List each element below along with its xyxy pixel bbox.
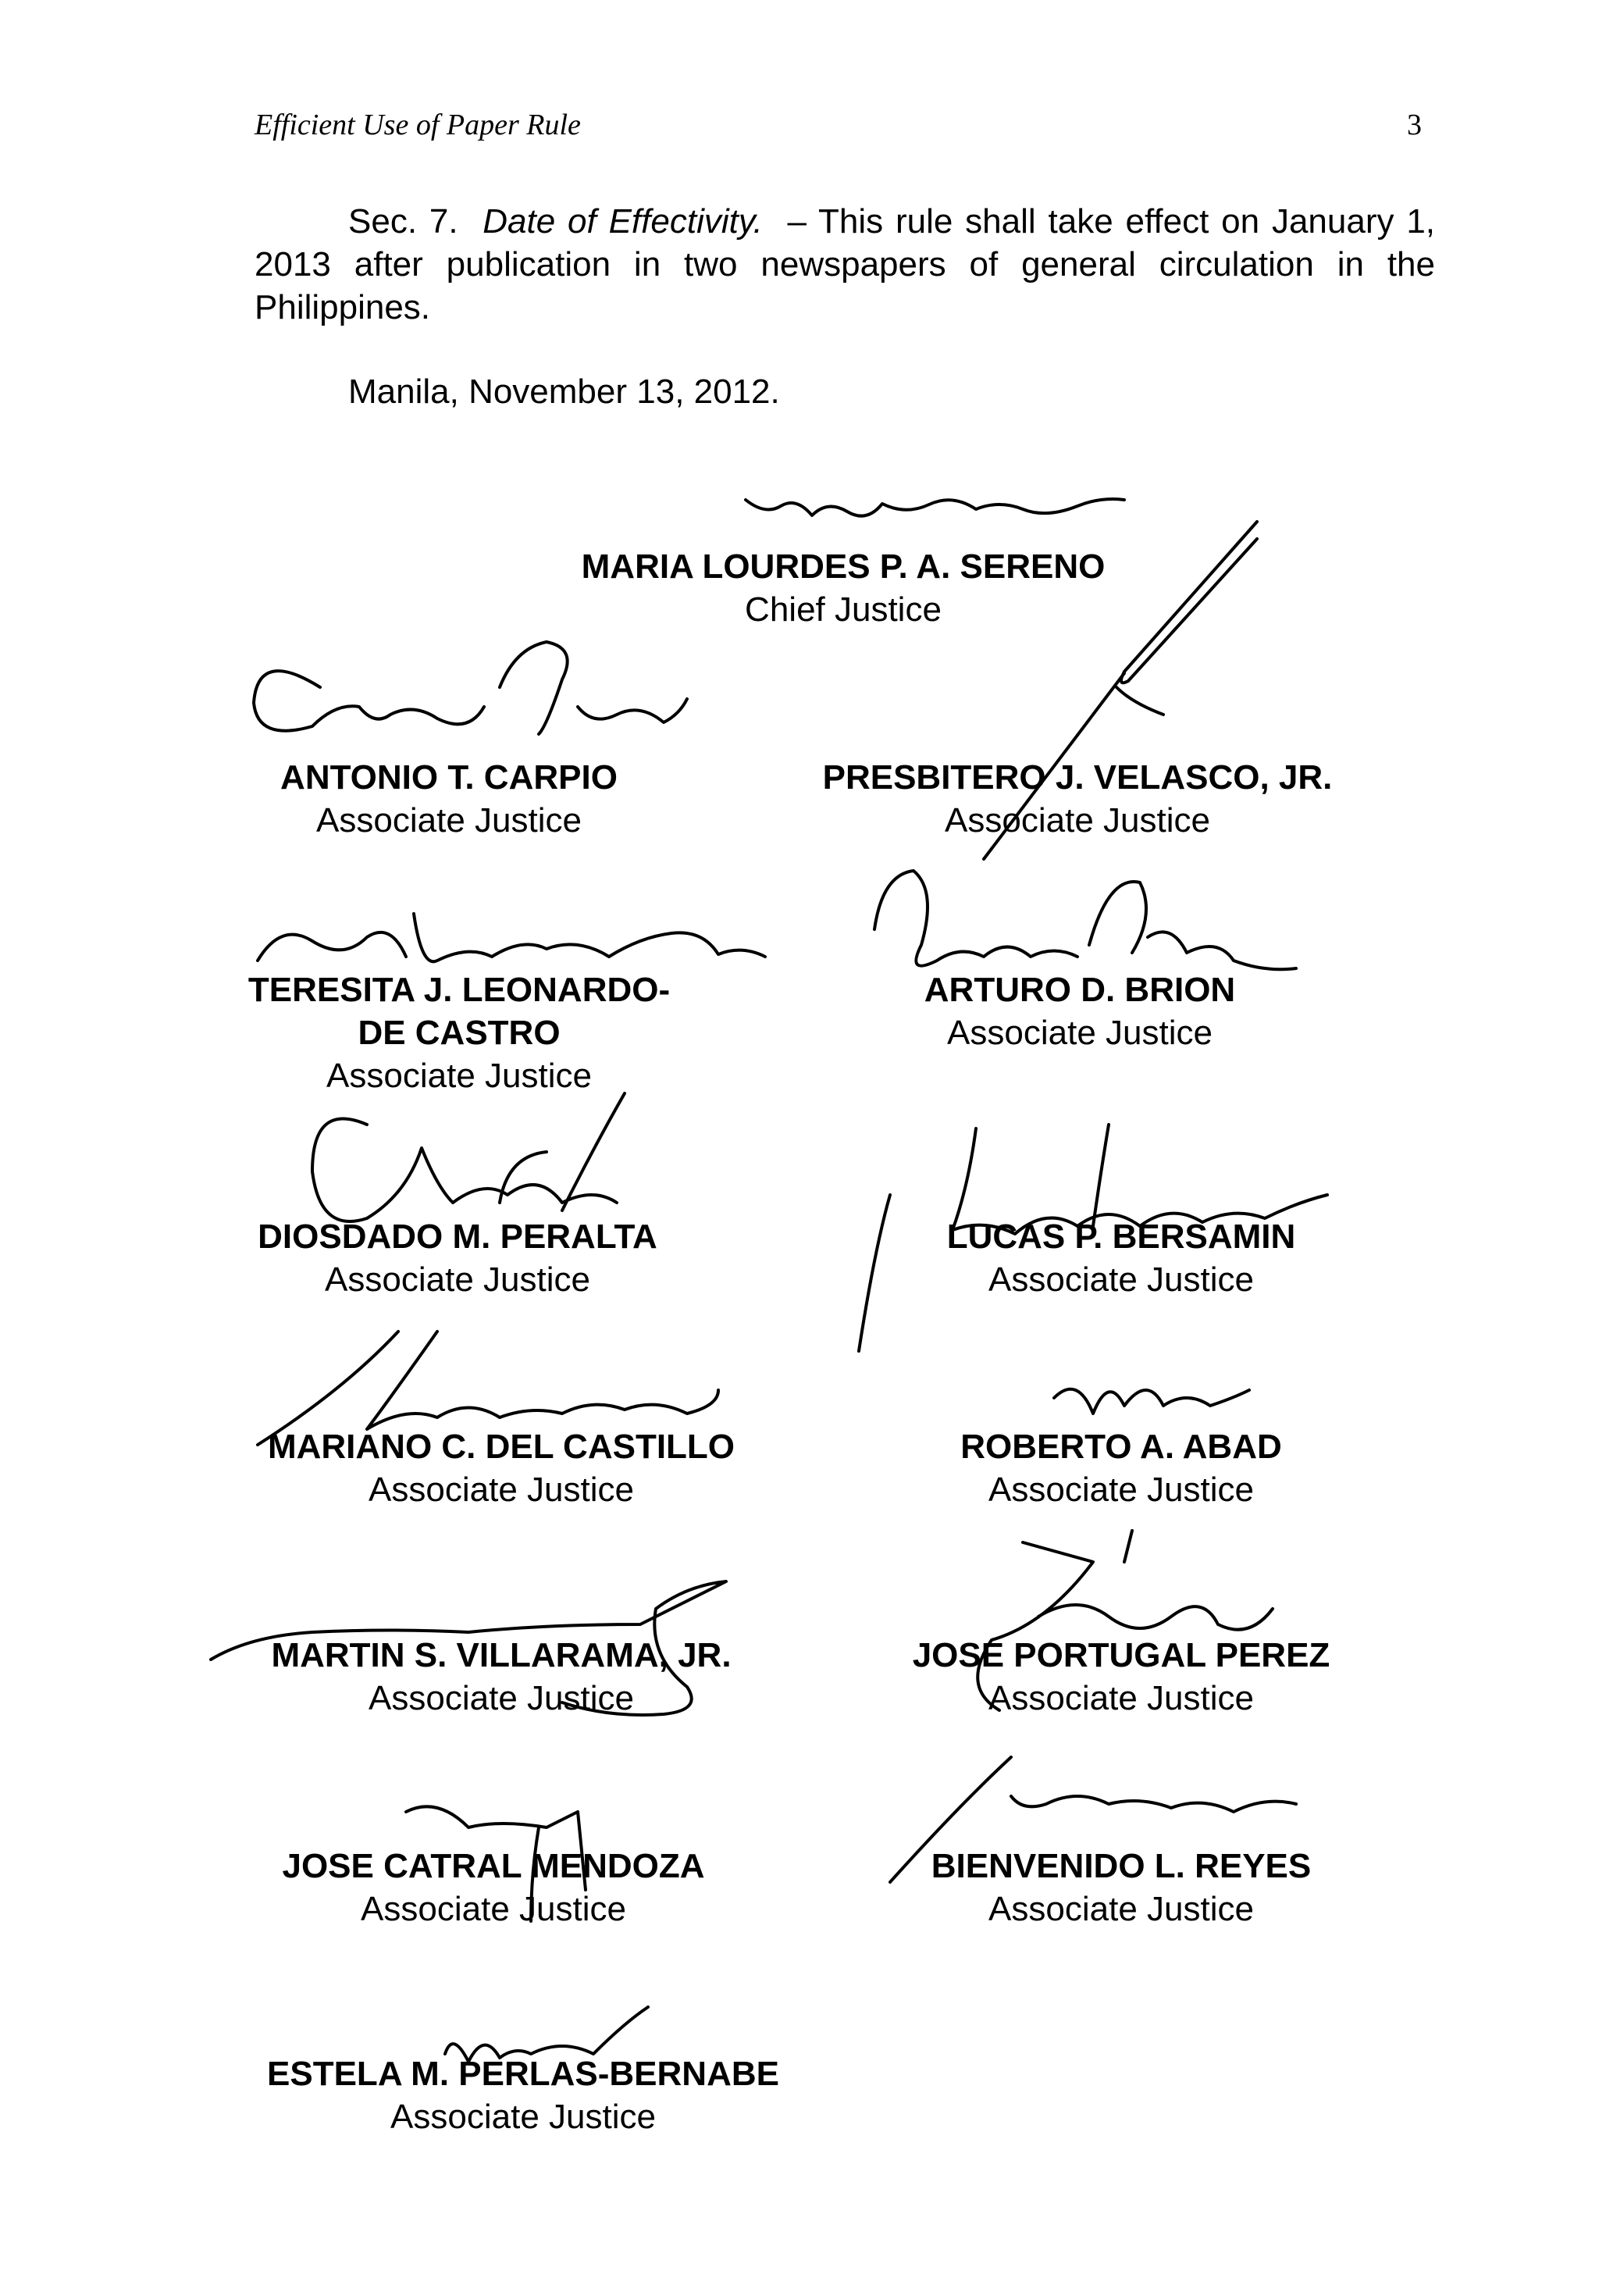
signatory-title: Associate Justice <box>988 1260 1254 1299</box>
running-header-title: Efficient Use of Paper Rule <box>255 109 581 141</box>
signatory-name: BIENVENIDO L. REYES <box>931 1847 1312 1885</box>
page-number: 3 <box>1407 109 1422 141</box>
signatory-velasco <box>796 756 1359 842</box>
signature-brion <box>874 871 1296 969</box>
signatory-abad <box>887 1425 1355 1511</box>
signatory-mendoza <box>220 1845 767 1931</box>
signatory-carpio <box>215 756 683 842</box>
signatory-title: Associate Justice <box>390 2098 656 2136</box>
signatory-name: DIOSDADO M. PERALTA <box>258 1218 657 1256</box>
signatory-title: Associate Justice <box>369 1471 634 1509</box>
signature-carpio <box>254 642 687 734</box>
signatory-name-line-1: TERESITA J. LEONARDO- <box>248 971 671 1009</box>
signatory-name: ESTELA M. PERLAS-BERNABE <box>267 2055 779 2093</box>
signatory-title: Associate Justice <box>945 801 1210 840</box>
signatory-chief-justice <box>531 545 1156 631</box>
signatory-name: MARIA LOURDES P. A. SERENO <box>581 547 1106 586</box>
signature-leonardo-de-castro <box>258 914 765 961</box>
signatory-name: ROBERTO A. ABAD <box>960 1428 1282 1466</box>
section-heading: Date of Effectivity. <box>483 202 763 241</box>
signatory-del-castillo <box>220 1425 782 1511</box>
signatory-name: PRESBITERO J. VELASCO, JR. <box>822 758 1333 797</box>
signatory-name: MARTIN S. VILLARAMA, JR. <box>271 1636 732 1674</box>
signatory-title: Chief Justice <box>745 590 942 629</box>
signatory-perlas-bernabe <box>211 2052 835 2138</box>
signatory-villarama <box>220 1634 782 1720</box>
signatory-title: Associate Justice <box>325 1260 590 1299</box>
signatory-title: Associate Justice <box>988 1471 1254 1509</box>
dateline: Manila, November 13, 2012. <box>348 373 780 411</box>
signatory-name: JOSE CATRAL MENDOZA <box>282 1847 705 1885</box>
signatory-reyes <box>887 1845 1355 1931</box>
signatory-title: Associate Justice <box>947 1014 1213 1052</box>
signatory-name: MARIANO C. DEL CASTILLO <box>267 1428 735 1466</box>
signatory-name-line-2: DE CASTRO <box>358 1014 561 1052</box>
signature-sereno <box>746 499 1124 516</box>
signatory-name: ARTURO D. BRION <box>924 971 1236 1009</box>
signatory-brion <box>846 968 1314 1054</box>
signatory-title: Associate Justice <box>361 1890 626 1928</box>
signatory-peralta <box>215 1215 700 1301</box>
section-7-paragraph <box>255 200 1435 329</box>
signatory-title: Associate Justice <box>988 1679 1254 1717</box>
signatory-perez <box>887 1634 1355 1720</box>
signature-peralta <box>312 1093 625 1221</box>
signatory-name: JOSE PORTUGAL PEREZ <box>912 1636 1330 1674</box>
signatory-leonardo-de-castro <box>225 968 693 1097</box>
signatory-title: Associate Justice <box>369 1679 634 1717</box>
signatory-bersamin <box>887 1215 1355 1301</box>
signatory-name: ANTONIO T. CARPIO <box>280 758 618 797</box>
signature-abad <box>1054 1389 1249 1414</box>
signatory-title: Associate Justice <box>326 1057 592 1095</box>
signatory-name: LUCAS P. BERSAMIN <box>946 1218 1296 1256</box>
signatory-title: Associate Justice <box>316 801 582 840</box>
signatory-title: Associate Justice <box>988 1890 1254 1928</box>
section-label: Sec. 7. <box>348 202 458 241</box>
section-text: – This rule shall take effect on January 1, 2013 after publication in two newspapers of general circulation in the Philippines. <box>255 202 1436 326</box>
